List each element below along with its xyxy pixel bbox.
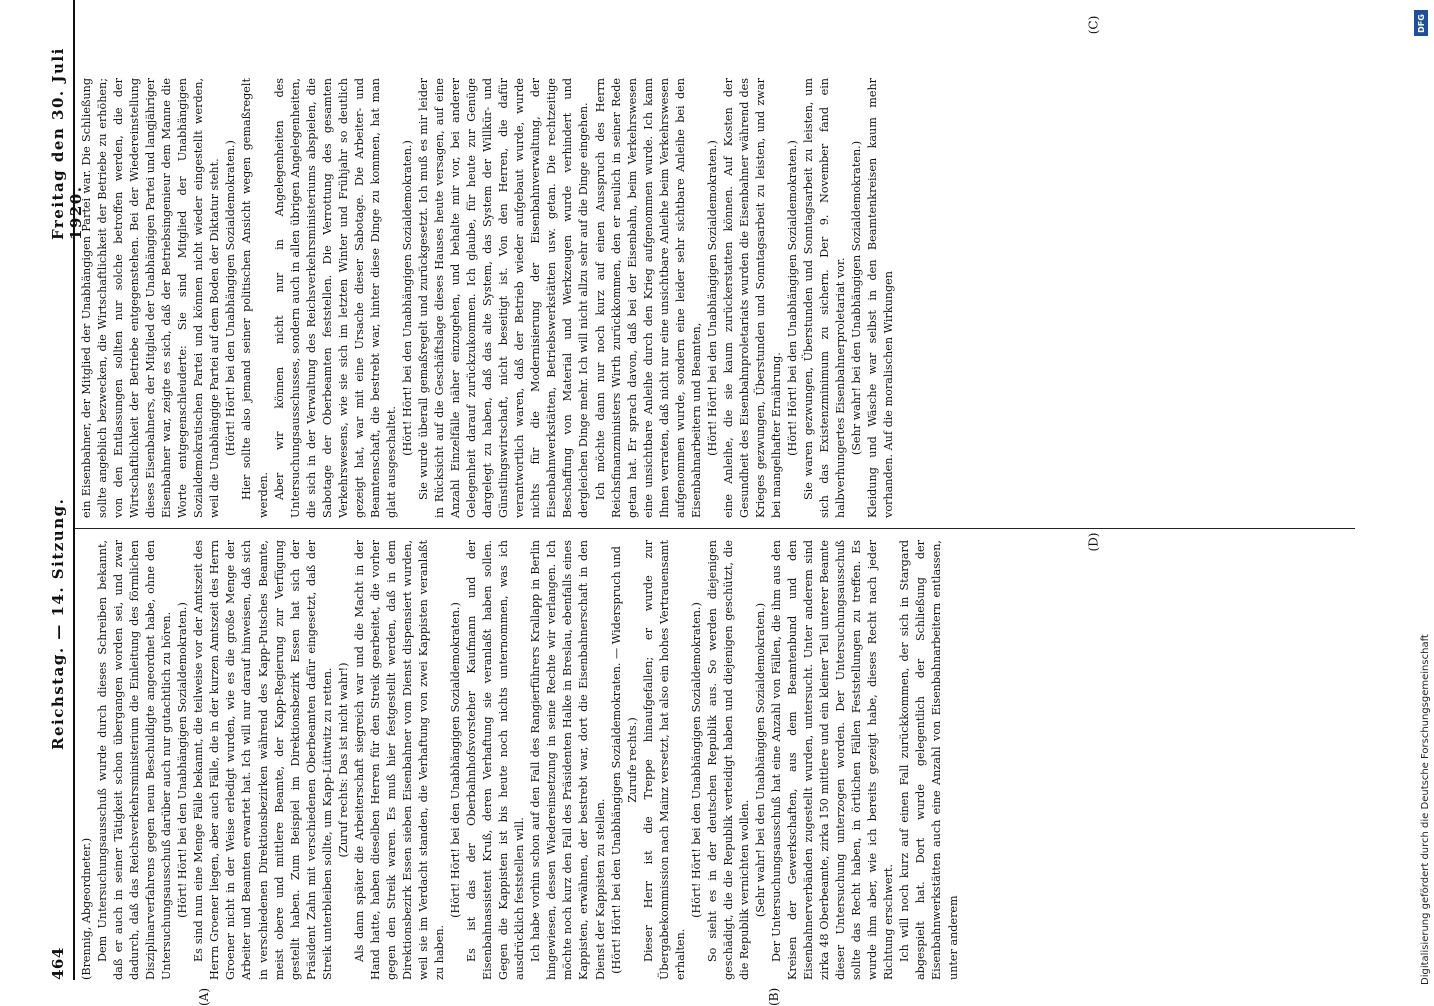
paragraph: eine Anleihe, die sie kaum zurückerstatten können. Auf Kosten der Gesundheit des Eisenbahnproletariats wurden die Eisenbahner während des Krieges gezwungen, Überstunden und Sonntagsarbeit zu leisten, und zwar bei mangelhafter Ernährung.: [721, 78, 784, 518]
paragraph: Sie wurde überall gemaßregelt und zurückgesetzt. Ich muß es mir leider in Rücksicht auf die Geschäftslage dieses Hauses heute versagen, auf eine Anzahl Einzelfälle näher einzugehen, und behalte mir vor, bei anderer Gelegenheit darauf zurückzukommen. Ich glaube, für heute zur Genüge dargelegt zu haben, daß das alte System, das System der Willkür- und Günstlingswirtschaft, nicht beseitigt ist. Von den Herren, die dafür verantwortlich waren, daß der Betrieb wieder aufgebaut wurde, wurde nichts für die Modernisierung der Eisenbahnverwaltung, der Eisenbahnwerkstätten, Betriebswerkstätten usw. getan. Die rechtzeitige Beschaffung von Material und Werkzeugen wurde verhindert und dergleichen Dinge mehr. Ich will nicht allzu sehr auf die Dinge eingehen.: [416, 78, 591, 518]
left-column: [79, 540, 962, 980]
column-divider: [75, 528, 1355, 529]
interjection: (Hört! Hört! bei den Unabhängigen Sozialdemokraten. — Widerspruch und Zurufe rechts.): [609, 546, 639, 974]
paragraph: Ich will noch kurz auf einen Fall zurückkommen, der sich in Stargard abgespielt hat. Dort wurde gelegentlich der Schließung der Eisenbahnwerkstätten auch eine Anzahl von Eisenbahnarbeitern entlassen, unter anderem: [898, 540, 960, 980]
page-header: [47, 20, 85, 980]
interjection: (Hört! Hört! bei den Unabhängigen Sozialdemokraten.): [224, 140, 238, 456]
paragraph: Es sind nun eine Menge Fälle bekannt, die teilweise vor der Amtszeit des Herrn Groener liegen, aber auch Fälle, die in der kurzen Amtszeit des Herrn Groener nicht in der Weise erledigt wurden, wie es die große Menge der Arbeiter und Beamten erwartet hat. Ich will nur darauf hinweisen, daß sich in verschiedenen Direktionsbezirken während des Kapp-Putsches Beamte, meist obere und mittlere Beamte, der Kapp-Regierung zur Verfügung gestellt haben. Zum Beispiel im Direktionsbezirk Essen hat sich der Präsident Zahn mit verschiedenen Oberbeamten dafür eingesetzt, daß der Streik unterbleiben sollte, um Kapp-Lüttwitz zu retten.: [192, 540, 334, 980]
speaker-label: (Brennig, Abgeordneter.): [80, 837, 93, 980]
paragraph: So sieht es in der deutschen Republik aus. So werden diejenigen geschädigt, die die Republik verteidigt haben und diejenigen geschützt, die die Republik vernichten wollen.: [705, 540, 751, 980]
digitization-notice: [1398, 10, 1434, 1000]
digitization-notice-text: Digitalisierung gefördert durch die Deutsche Forschungsgemeinschaft: [1420, 634, 1431, 985]
paragraph: Der Untersuchungsausschuß hat eine Anzahl von Fällen, die ihm aus den Kreisen der Gewerkschaften, aus dem Beamtenbund und den Eisenbahnerverbänden zugestellt wurden, untersucht. Unter anderem sind zirka 48 Oberbeamte, zirka 150 mittlere und ein kleiner Teil unterer Beamte dieser Untersuchung unterzogen worden. Der Untersuchungsausschuß sollte das Recht haben, in örtlichen Fällen Feststellungen zu treffen. Es wurde ihm aber, wie ich bereits gezeigt habe, dieses Recht nach jeder Richtung erschwert.: [770, 540, 896, 980]
dfg-logo-text: DFG: [1416, 13, 1426, 33]
paragraph: Aber wir können nicht nur in Angelegenheiten des Untersuchungsausschusses, sondern auch in allen übrigen Angelegenheiten, die sich in der Verwaltung des Reichsverkehrsministeriums abspielen, die Sabotage der Oberbeamten feststellen. Die Verrottung des gesamten Verkehrswesens, wie sie sich im letzten Winter und Frühjahr so deutlich gezeigt hat, war mit eine Ursache dieser Sabotage. Die Arbeiter- und Beamtenschaft, die bestrebt war, hinter diese Dinge zu kommen, hat man glatt ausgeschaltet.: [272, 78, 398, 518]
interjection: (Sehr wahr! bei den Unabhängigen Sozialdemokraten.): [753, 602, 767, 918]
document-page: [47, 20, 1347, 1006]
margin-marker-c: (C): [1086, 15, 1101, 35]
interjection: (Hört! Hört! bei den Unabhängigen Sozialdemokraten.): [449, 602, 463, 918]
right-running-title: Freitag den 30. Juli 1920.: [49, 47, 85, 240]
interjection: (Hört! Hört! bei den Unabhängigen Sozialdemokraten.): [400, 140, 414, 456]
paragraph: Dieser Herr ist die Treppe hinaufgefallen; er wurde zur Übergabekommission nach Mainz versetzt, hat also ein hohes Vertrauensamt erhalten.: [641, 540, 687, 980]
left-running-title: Reichstag. — 14. Sitzung.: [49, 497, 67, 750]
paragraph: Sie waren gezwungen, Überstunden und Sonntagsarbeit zu leisten, um sich das Existenzminimum zu sichern. Der 9. November fand ein halbverhungertes Eisenbahnerproletariat vor.: [802, 78, 848, 518]
interjection: (Sehr wahr! bei den Unabhängigen Sozialdemokraten.): [850, 140, 864, 456]
paragraph: Ich möchte dann nur noch kurz auf einen Ausspruch des Herrn Reichsfinanzministers Wirth zurückkommen, den er neulich in seiner Rede getan hat. Er sprach davon, daß bei der Eisenbahn, beim Verkehrswesen eine unsichtbare Anleihe durch den Krieg aufgenommen wurde. Ich kann Ihnen verraten, daß nicht nur eine unsichtbare Anleihe beim Verkehrswesen aufgenommen wurde, sondern eine leider sehr sichtbare Anleihe bei den Eisenbahnarbeitern und Beamten,: [593, 78, 703, 518]
header-rule: [73, 0, 75, 980]
margin-marker-a: (A): [197, 987, 211, 1006]
paragraph: Als dann später die Arbeiterschaft siegreich war und die Macht in der Hand hatte, haben dieselben Herren für den Streik gearbeitet, die vorher gegen den Streik waren. Es muß hier festgestellt werden, daß in dem Direktionsbezirk Essen sieben Eisenbahner vom Dienst dispensiert wurden, weil sie im Verdacht standen, die Verhaftung von zwei Kappisten veranlaßt zu haben.: [352, 540, 447, 980]
dfg-logo: [1414, 10, 1428, 36]
interjection: (Zuruf rechts: Das ist nicht wahr!): [336, 662, 350, 858]
interjection: (Hört! Hört! bei den Unabhängigen Sozialdemokraten.): [705, 140, 719, 456]
interjection: (Hört! Hört! bei den Unabhängigen Sozialdemokraten.): [689, 602, 703, 918]
paragraph: Dem Untersuchungsausschuß wurde durch dieses Schreiben bekannt, daß er auch in seiner Tätigkeit schon übergangen worden sei, und zwar dadurch, daß das Reichsverkehrsministerium die Einleitung des förmlichen Disziplinarverfahrens gegen neun Beschuldigte angeordnet habe, ohne den Untersuchungsausschuß darüber auch nur gutachtlich zu hören.: [96, 540, 174, 980]
paragraph: ein Eisenbahner, der Mitglied der Unabhängigen Partei war. Die Schließung sollte angeblich bezwecken, die Wirtschaftlichkeit der Betriebe zu erhöhen; von den Entlassungen sollten nur solche betroffen werden, die der Wirtschaftlichkeit der Betriebe entgegenstehen. Bei der Wiedereinstellung dieses Eisenbahners, der Mitglied der Unabhängigen Partei und langjähriger Eisenbahner war, zeigte es sich, daß der Betriebsingenieur dem Manne die Worte entgegenschleuderte: Sie sind Mitglied der Unabhängigen Sozialdemokratischen Partei und können nicht wieder eingestellt werden, weil die Unabhängige Partei auf dem Boden der Diktatur steht.: [80, 78, 222, 518]
paragraph: Hier sollte also jemand seiner politischen Ansicht wegen gemaßregelt werden.: [240, 78, 270, 518]
margin-marker-b: (B): [767, 987, 781, 1006]
page-number: 464: [49, 947, 67, 980]
paragraph: Es ist das der Oberbahnhofsvorsteher Kaufmann und der Eisenbahnassistent Kruß, deren Verhaftung sie veranlaßt haben sollen. Gegen die Kappisten ist bis heute noch nichts unternommen, was ich ausdrücklich feststellen will.: [465, 540, 527, 980]
paragraph: Ich habe vorhin schon auf den Fall des Rangierführers Krallapp in Berlin hingewiesen, dessen Wiedereinsetzung in seine Rechte wir verlangen. Ich möchte noch kurz den Fall des Präsidenten Halke in Breslau, ebenfalls eines Kappisten, erwähnen, der bestrebt war, dort die Eisenbahnerschaft in den Dienst der Kappisten zu stellen.: [529, 540, 607, 980]
interjection: (Hört! Hört! bei den Unabhängigen Sozialdemokraten.): [786, 140, 800, 456]
margin-marker-d: (D): [1086, 532, 1101, 552]
paragraph: Kleidung und Wäsche war selbst in den Beamtenkreisen kaum mehr vorhanden. Auf die moralischen Wirkungen: [866, 78, 896, 518]
interjection: (Hört! Hört! bei den Unabhängigen Sozialdemokraten.): [176, 602, 190, 918]
right-column: [79, 78, 897, 518]
